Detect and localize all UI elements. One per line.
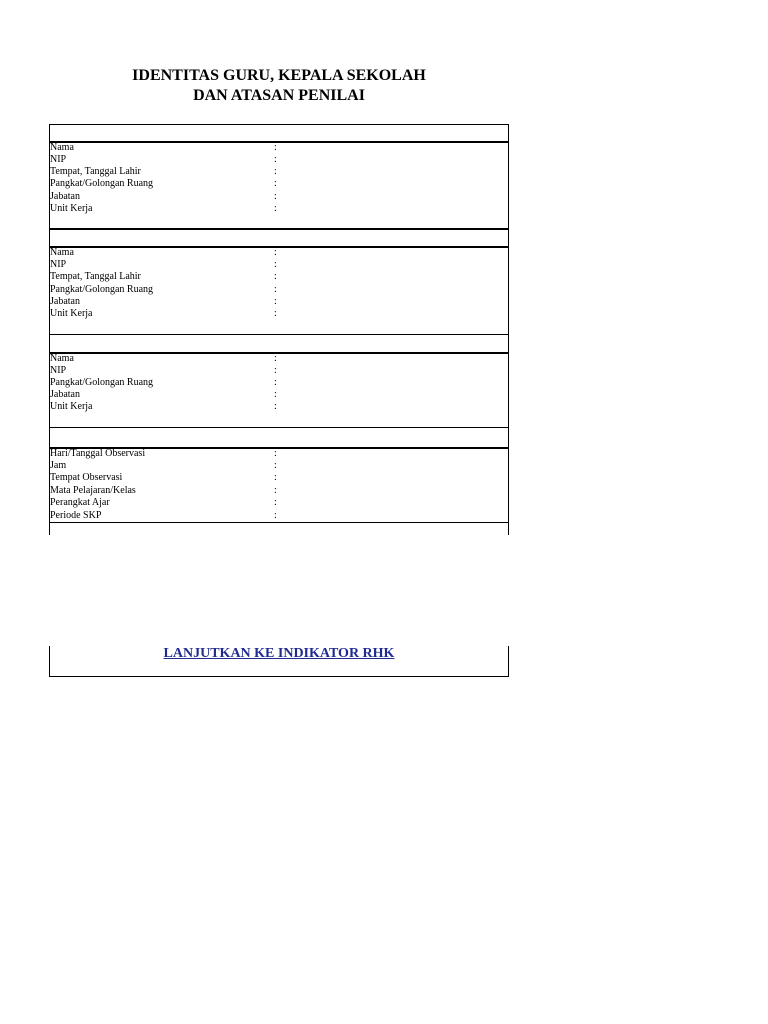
field-separator: : <box>274 142 277 153</box>
section-4-top-border <box>49 427 509 428</box>
field-label: NIP <box>50 259 67 270</box>
field-label: Tempat Observasi <box>50 472 123 483</box>
field-separator: : <box>274 377 277 388</box>
field-label: Periode SKP <box>50 510 102 521</box>
field-label: Tempat, Tanggal Lahir <box>50 271 141 282</box>
field-separator: : <box>274 271 277 282</box>
field-row-pangkat-golongan <box>50 377 508 389</box>
field-row-pangkat-golongan <box>50 178 508 190</box>
page-title-line-2: DAN ATASAN PENILAI <box>193 87 365 104</box>
field-row-tempat-tanggal-lahir <box>50 271 508 283</box>
field-separator: : <box>274 178 277 189</box>
field-label: Nama <box>50 247 74 258</box>
field-label: Mata Pelajaran/Kelas <box>50 485 136 496</box>
page-title-line-1: IDENTITAS GURU, KEPALA SEKOLAH <box>132 67 426 84</box>
field-row-nip <box>50 365 508 377</box>
field-row-periode-skp <box>50 510 508 522</box>
field-row-unit-kerja <box>50 203 508 215</box>
field-label: Unit Kerja <box>50 401 93 412</box>
field-label: Jabatan <box>50 191 80 202</box>
field-separator: : <box>274 401 277 412</box>
field-row-jabatan <box>50 296 508 308</box>
continue-to-rhk-indicator-link[interactable]: LANJUTKAN KE INDIKATOR RHK <box>163 646 395 661</box>
field-separator: : <box>274 365 277 376</box>
field-separator: : <box>274 247 277 258</box>
field-row-perangkat-ajar <box>50 497 508 509</box>
field-separator: : <box>274 485 277 496</box>
field-row-nip <box>50 259 508 271</box>
field-row-jam <box>50 460 508 472</box>
field-label: Tempat, Tanggal Lahir <box>50 166 141 177</box>
field-label: NIP <box>50 365 67 376</box>
section-2-right-border <box>508 230 509 334</box>
field-row-nama <box>50 353 508 365</box>
field-label: Jam <box>50 460 67 471</box>
field-separator: : <box>274 191 277 202</box>
section-1-right-border <box>508 124 509 230</box>
field-separator: : <box>274 259 277 270</box>
field-label: Perangkat Ajar <box>50 497 110 508</box>
footer-bottom-border <box>49 676 509 677</box>
field-separator: : <box>274 154 277 165</box>
field-separator: : <box>274 510 277 521</box>
field-label: NIP <box>50 154 67 165</box>
table-top-border <box>49 124 509 125</box>
field-label: Pangkat/Golongan Ruang <box>50 284 154 295</box>
section-3-right-border <box>508 334 509 428</box>
field-label: Jabatan <box>50 296 80 307</box>
field-label: Jabatan <box>50 389 80 400</box>
field-row-tempat-tanggal-lahir <box>50 166 508 178</box>
field-row-jabatan <box>50 389 508 401</box>
field-separator: : <box>274 166 277 177</box>
field-separator: : <box>274 308 277 319</box>
field-separator: : <box>274 448 277 459</box>
field-row-mata-pelajaran-kelas <box>50 485 508 497</box>
field-row-pangkat-golongan <box>50 284 508 296</box>
field-row-hari-tanggal-observasi <box>50 448 508 460</box>
field-separator: : <box>274 497 277 508</box>
field-label: Unit Kerja <box>50 308 93 319</box>
section-2-top-border <box>49 228 509 230</box>
field-label: Hari/Tanggal Observasi <box>50 448 146 459</box>
field-row-tempat-observasi <box>50 472 508 484</box>
field-label: Unit Kerja <box>50 203 93 214</box>
section-4-bottom-border <box>49 522 509 523</box>
field-label: Nama <box>50 142 74 153</box>
field-separator: : <box>274 389 277 400</box>
field-label: Pangkat/Golongan Ruang <box>50 377 154 388</box>
field-separator: : <box>274 284 277 295</box>
field-row-unit-kerja <box>50 308 508 320</box>
field-separator: : <box>274 296 277 307</box>
section-4-right-border <box>508 427 509 535</box>
field-separator: : <box>274 460 277 471</box>
field-label: Nama <box>50 353 74 364</box>
field-separator: : <box>274 472 277 483</box>
field-label: Pangkat/Golongan Ruang <box>50 178 154 189</box>
field-separator: : <box>274 203 277 214</box>
field-row-nama <box>50 142 508 154</box>
field-row-jabatan <box>50 191 508 203</box>
field-row-nama <box>50 247 508 259</box>
section-3-top-border <box>49 334 509 335</box>
field-row-nip <box>50 154 508 166</box>
field-row-unit-kerja <box>50 401 508 413</box>
field-separator: : <box>274 353 277 364</box>
